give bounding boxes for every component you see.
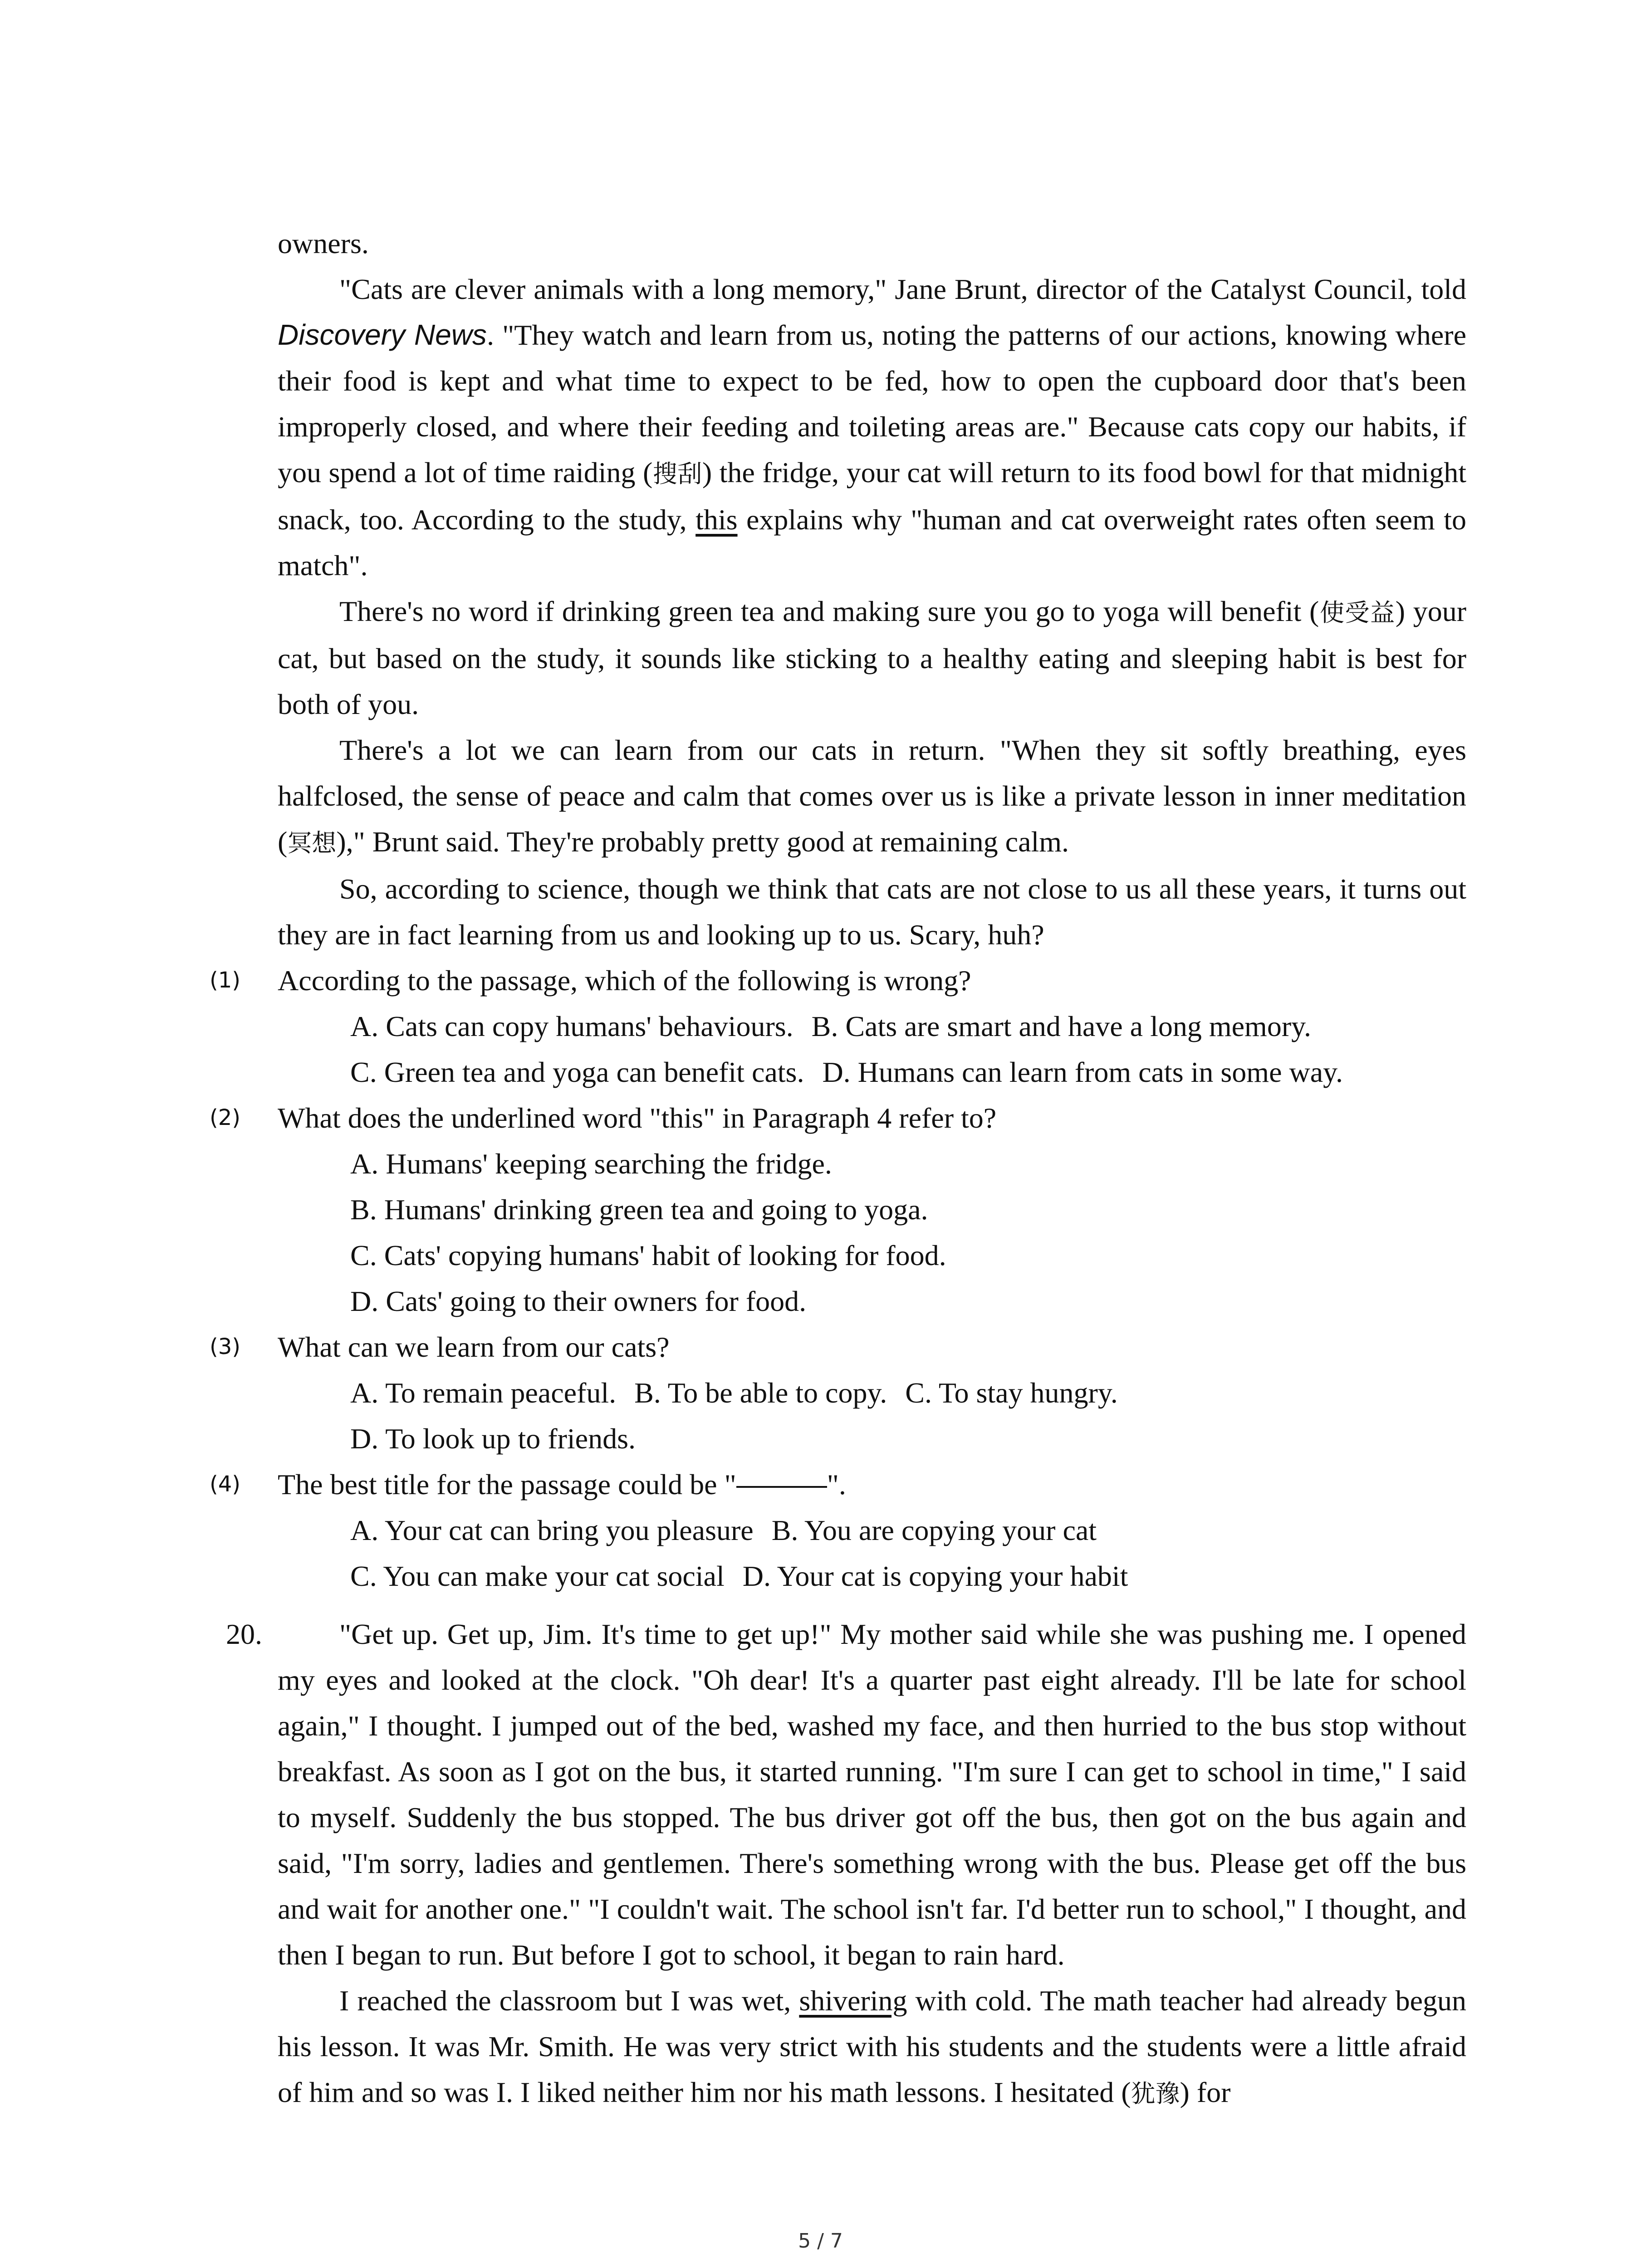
paragraph-text: with cold. The math teacher had already begun his lesson. It was Mr. Smith. He was very strict with his students and the students were a little afraid of him and so was I. I liked neither him nor his math lessons. I hesitated ( bbox=[278, 1984, 1466, 2108]
paragraph-text: explains why "human and cat overweight rates often seem to match". bbox=[278, 503, 1466, 582]
question-stem-end: ". bbox=[827, 1468, 846, 1501]
paragraph-text: So, according to science, though we think that cats are not close to us all these years, it turns out they are in fact learning from us and looking up to us. Scary, huh? bbox=[278, 873, 1466, 951]
chinese-gloss: 搜刮 bbox=[652, 459, 702, 488]
underlined-word: shivering bbox=[799, 1984, 907, 2017]
option-c[interactable]: C. To stay hungry. bbox=[905, 1377, 1118, 1409]
passage-19 bbox=[210, 220, 1467, 1599]
question-stem: What does the underlined word "this" in Paragraph 4 refer to? bbox=[278, 1102, 997, 1134]
paragraph-text: ) your cat, but based on the study, it sounds like sticking to a healthy eating and sleeping habit is best for both of you. bbox=[278, 595, 1467, 720]
paragraph-text: . "They watch and learn from us, noting the patterns of our actions, knowing where their food is kept and what time to expect to be fed, how to open the cupboard door that's been improperly closed, and where their feeding and toileting areas are." Because cats copy our habits, if you spend a lot of time raiding ( bbox=[278, 319, 1467, 489]
passage-20 bbox=[226, 1611, 1466, 2116]
option-b[interactable]: B. You are copying your cat bbox=[771, 1514, 1097, 1546]
paragraph-text: )," Brunt said. They're probably pretty good at remaining calm. bbox=[336, 826, 1069, 858]
question-1 bbox=[205, 958, 1466, 1003]
question-3 bbox=[205, 1324, 1466, 1370]
option-d[interactable]: D. Your cat is copying your habit bbox=[742, 1560, 1128, 1592]
option-line bbox=[269, 1049, 1466, 1095]
paragraph-text: ) the fridge, your cat will return to its food bowl for that midnight snack, too. According to the study, bbox=[278, 456, 1467, 536]
passage-paragraph bbox=[278, 727, 1466, 866]
option-line bbox=[269, 1141, 1466, 1187]
option-line bbox=[269, 1416, 1466, 1461]
option-d[interactable]: D. Cats' going to their owners for food. bbox=[350, 1285, 807, 1317]
chinese-gloss: 冥想 bbox=[287, 829, 337, 857]
passage-paragraph bbox=[278, 220, 1466, 266]
option-a[interactable]: A. Your cat can bring you pleasure bbox=[350, 1514, 754, 1546]
option-d[interactable]: D. Humans can learn from cats in some way. bbox=[822, 1056, 1343, 1088]
paragraph-text: There's a lot we can learn from our cats in return. "When they sit softly breathing, eyes halfclosed, the sense of peace and calm that comes over us is like a private lesson in inner meditation ( bbox=[278, 734, 1466, 858]
answer-blank bbox=[736, 1486, 827, 1488]
passage-paragraph bbox=[278, 266, 1466, 588]
question-stem: According to the passage, which of the following is wrong? bbox=[278, 964, 971, 997]
question-stem: The best title for the passage could be " bbox=[278, 1468, 736, 1501]
option-a[interactable]: A. Humans' keeping searching the fridge. bbox=[350, 1148, 832, 1180]
question-number: (2) bbox=[210, 1105, 240, 1130]
option-line bbox=[269, 1370, 1466, 1416]
question-number-20: 20. bbox=[226, 1618, 262, 1650]
underlined-word: this bbox=[696, 503, 738, 536]
question-number: (1) bbox=[210, 968, 240, 993]
option-c[interactable]: C. Cats' copying humans' habit of looking for food. bbox=[350, 1239, 946, 1271]
question-number: (3) bbox=[210, 1334, 240, 1359]
paragraph-text: I reached the classroom but I was wet, bbox=[339, 1984, 799, 2017]
paragraph-text: There's no word if drinking green tea and making sure you go to yoga will benefit ( bbox=[339, 595, 1319, 627]
option-line bbox=[269, 1553, 1466, 1599]
question-2 bbox=[205, 1095, 1466, 1141]
question-4 bbox=[205, 1461, 1466, 1507]
option-line bbox=[269, 1003, 1466, 1049]
option-c[interactable]: C. You can make your cat social bbox=[350, 1560, 725, 1592]
option-line bbox=[269, 1187, 1466, 1232]
option-line bbox=[269, 1278, 1466, 1324]
option-a[interactable]: A. To remain peaceful. bbox=[350, 1377, 617, 1409]
question-stem: What can we learn from our cats? bbox=[278, 1331, 670, 1363]
option-b[interactable]: B. Cats are smart and have a long memory. bbox=[811, 1010, 1311, 1042]
paragraph-text: "Cats are clever animals with a long memory," Jane Brunt, director of the Catalyst Council, told bbox=[339, 273, 1466, 305]
option-line bbox=[269, 1507, 1466, 1553]
chinese-gloss: 使受益 bbox=[1319, 598, 1396, 627]
option-b[interactable]: B. Humans' drinking green tea and going to yoga. bbox=[350, 1193, 928, 1226]
passage-paragraph bbox=[278, 1978, 1466, 2116]
paragraph-text: owners. bbox=[278, 227, 369, 259]
passage-paragraph bbox=[278, 588, 1466, 727]
question-number: (4) bbox=[210, 1471, 240, 1497]
option-line bbox=[269, 1232, 1466, 1278]
paragraph-text: "Get up. Get up, Jim. It's time to get up!" My mother said while she was pushing me. I opened my eyes and looked at the clock. "Oh dear! It's a quarter past eight already. I'll be late for school again," I thought. I jumped out of the bed, washed my face, and then hurried to the bus stop without breakfast. As soon as I got on the bus, it started running. "I'm sure I can get to school in time," I said to myself. Suddenly the bus stopped. The bus driver got off the bus, then got on the bus again and said, "I'm sorry, ladies and gentlemen. There's something wrong with the bus. Please get off the bus and wait for another one." "I couldn't wait. The school isn't far. I'd better run to school," I thought, and then I began to run. But before I got to school, it began to rain hard. bbox=[278, 1618, 1466, 1971]
option-c[interactable]: C. Green tea and yoga can benefit cats. bbox=[350, 1056, 804, 1088]
source-name: Discovery News bbox=[278, 318, 487, 351]
paragraph-text: ) for bbox=[1180, 2076, 1231, 2108]
passage-paragraph bbox=[278, 1611, 1466, 1978]
passage-paragraph bbox=[278, 866, 1466, 958]
option-d[interactable]: D. To look up to friends. bbox=[350, 1422, 636, 1455]
chinese-gloss: 犹豫 bbox=[1131, 2079, 1180, 2108]
page-number: 5 / 7 bbox=[798, 2229, 843, 2253]
option-a[interactable]: A. Cats can copy humans' behaviours. bbox=[350, 1010, 794, 1042]
option-b[interactable]: B. To be able to copy. bbox=[634, 1377, 887, 1409]
